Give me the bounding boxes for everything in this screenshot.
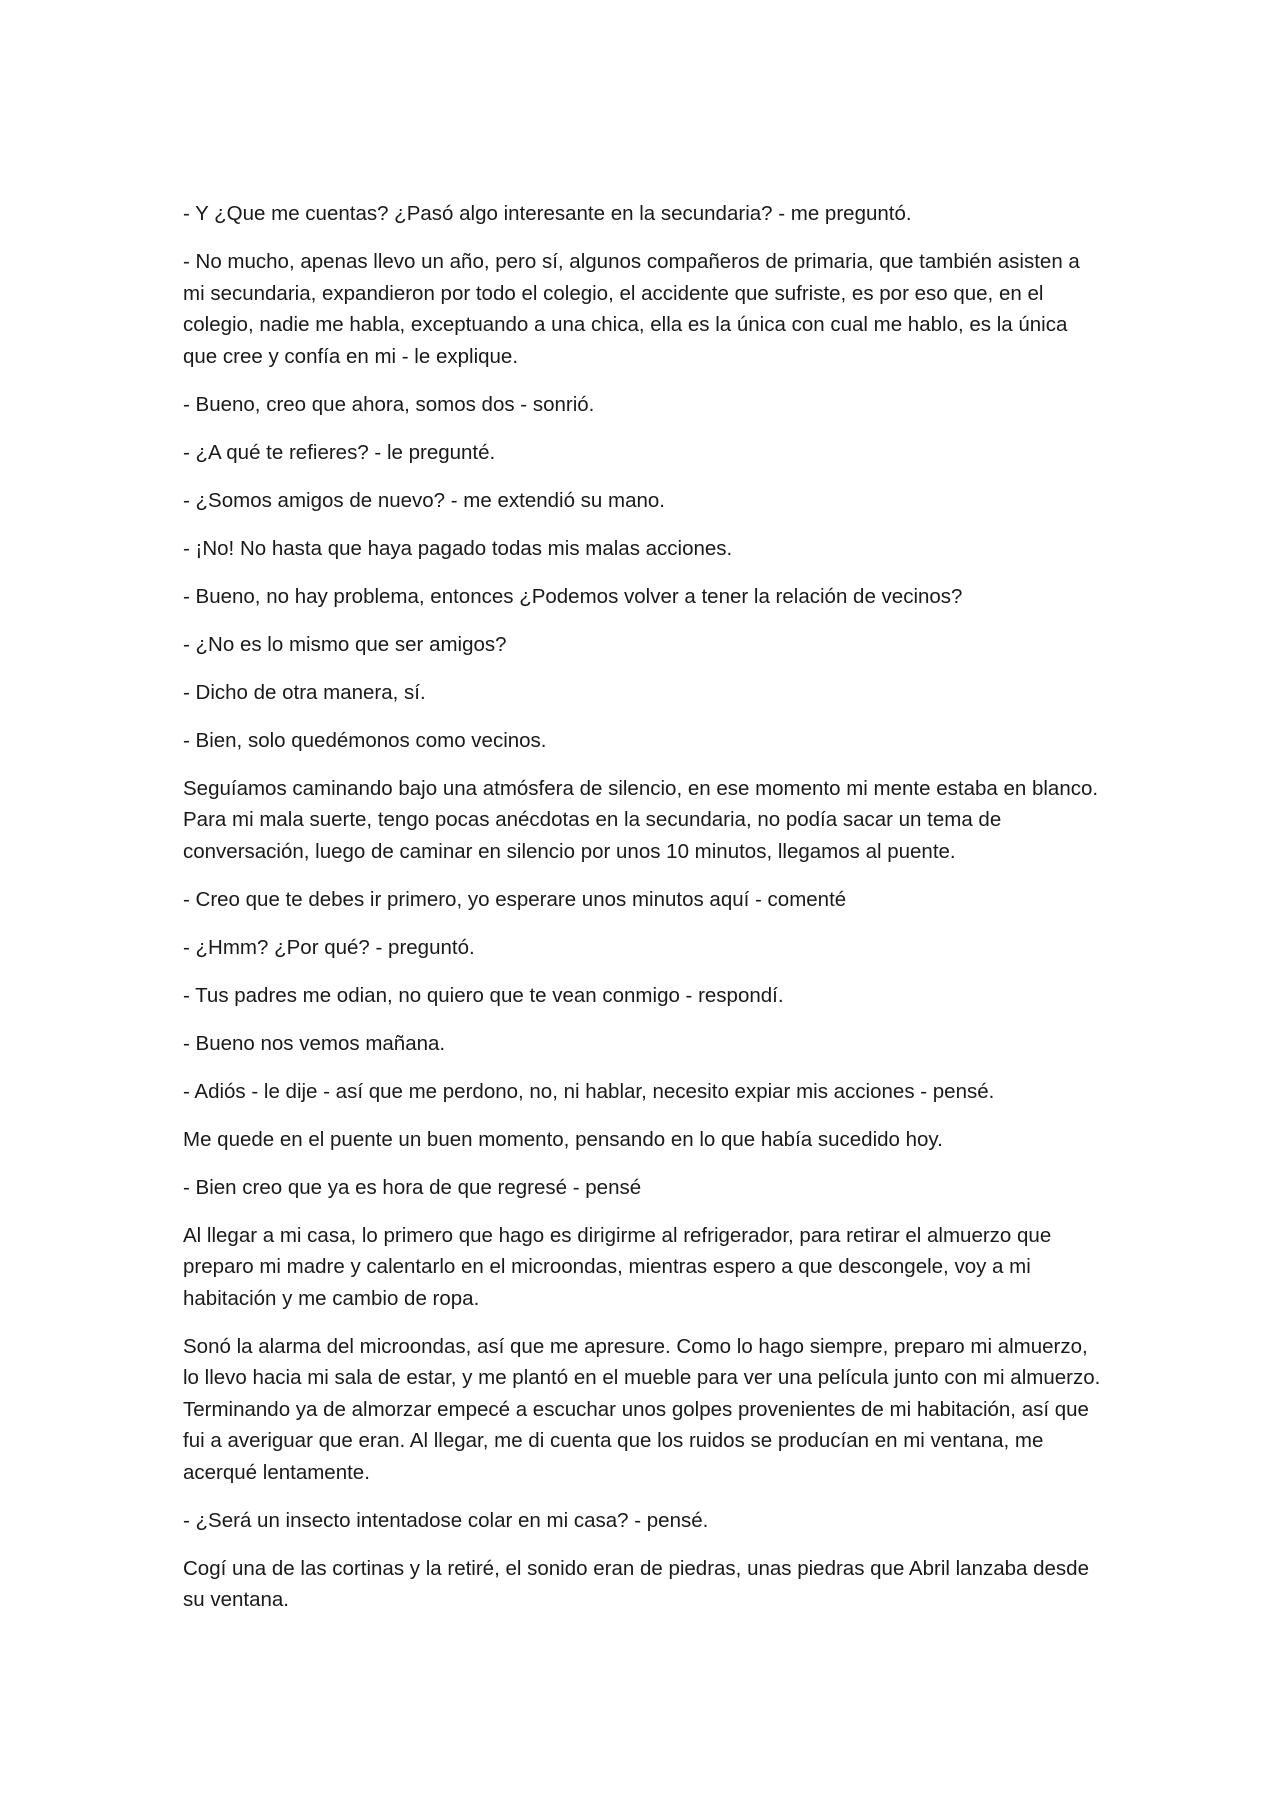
paragraph: - ¿Hmm? ¿Por qué? - preguntó. [183,935,475,959]
paragraph: Sonó la alarma del microondas, así que me apresure. Como lo hago siempre, preparo mi almuerzo, lo llevo hacia mi sala de estar, y me plantó en el mueble para ver una película junto con mi almuerzo. Terminando ya de almorzar empecé a escuchar unos golpes provenientes de mi habitación, así que fui a averiguar que eran. Al llegar, me di cuenta que los ruidos se producían en mi ventana, me acerqué lentamente. [183,1334,1101,1484]
paragraph: Me quede en el puente un buen momento, pensando en lo que había sucedido hoy. [183,1127,943,1151]
paragraph: - Creo que te debes ir primero, yo esperare unos minutos aquí - comenté [183,887,847,911]
paragraph: - Bueno, no hay problema, entonces ¿Podemos volver a tener la relación de vecinos? [183,584,963,608]
paragraph: - Tus padres me odian, no quiero que te vean conmigo - respondí. [183,983,784,1007]
paragraph: - ¿Será un insecto intentadose colar en mi casa? - pensé. [183,1508,709,1532]
paragraph: - Bien, solo quedémonos como vecinos. [183,728,547,752]
paragraph: - Adiós - le dije - así que me perdono, no, ni hablar, necesito expiar mis acciones - pensé. [183,1079,995,1103]
paragraph: Al llegar a mi casa, lo primero que hago es dirigirme al refrigerador, para retirar el almuerzo que preparo mi madre y calentarlo en el microondas, mientras espero a que descongele, voy a mi habitación y me cambio de ropa. [183,1223,1052,1310]
paragraph: - ¿Somos amigos de nuevo? - me extendió su mano. [183,488,665,512]
paragraph: - Bien creo que ya es hora de que regresé - pensé [183,1175,642,1199]
paragraph: - ¡No! No hasta que haya pagado todas mis malas acciones. [183,536,733,560]
paragraph: - No mucho, apenas llevo un año, pero sí, algunos compañeros de primaria, que también asisten a mi secundaria, expandieron por todo el colegio, el accidente que sufriste, es por eso que, en el colegio, nadie me habla, exceptuando a una chica, ella es la única con cual me hablo, es la única que cree y confía en mi - le explique. [183,250,1080,368]
paragraph: - Dicho de otra manera, sí. [183,680,426,704]
paragraph: - Bueno nos vemos mañana. [183,1031,446,1055]
paragraph: Cogí una de las cortinas y la retiré, el sonido eran de piedras, unas piedras que Abril lanzaba desde su ventana. [183,1556,1089,1611]
paragraph: - ¿No es lo mismo que ser amigos? [183,632,507,656]
paragraph: - Bueno, creo que ahora, somos dos - sonrió. [183,392,595,416]
paragraph: - ¿A qué te refieres? - le pregunté. [183,440,496,464]
paragraph: Seguíamos caminando bajo una atmósfera de silencio, en ese momento mi mente estaba en blanco. Para mi mala suerte, tengo pocas anécdotas en la secundaria, no podía sacar un tema de conversación, luego de caminar en silencio por unos 10 minutos, llegamos al puente. [183,776,1099,863]
document-body [183,198,1103,1632]
paragraph: - Y ¿Que me cuentas? ¿Pasó algo interesante en la secundaria? - me preguntó. [183,202,912,225]
